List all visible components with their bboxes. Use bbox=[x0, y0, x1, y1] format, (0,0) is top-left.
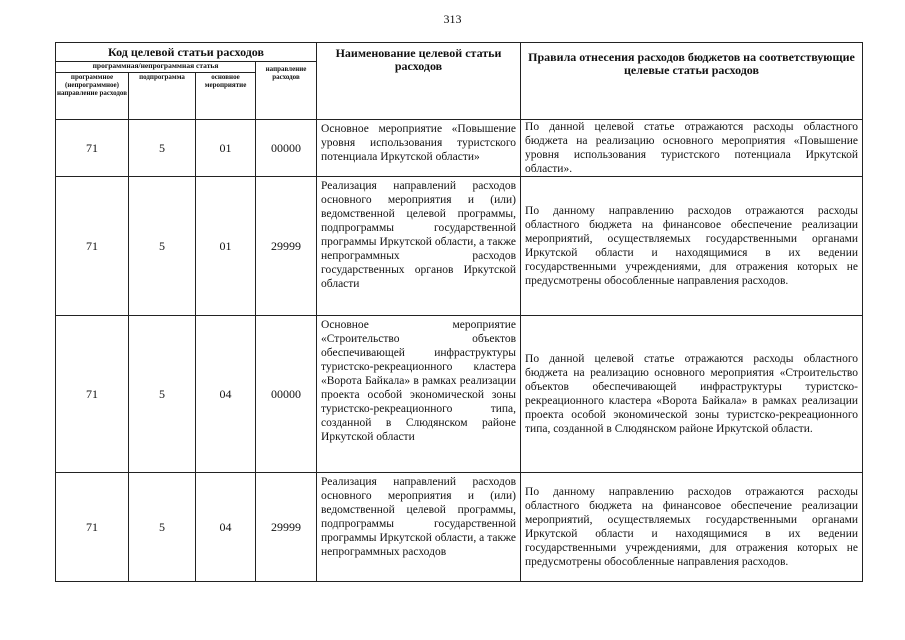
article-rule-cell: По данному направлению расходов отражаются расходы областного бюджета на финансовое обеспечение реализации мероприятий, осуществляемых государственными органами Иркутской области и находящимися в их ведении государственными учреждениями, для отражения которых не предусмотрены обособленные направления расходов. bbox=[521, 473, 863, 582]
direction-header: направление расходов bbox=[256, 62, 317, 120]
page-number: 313 bbox=[443, 12, 462, 26]
activity-code-cell: 01 bbox=[196, 177, 256, 316]
activity-code-cell: 04 bbox=[196, 473, 256, 582]
direction-code-cell: 29999 bbox=[256, 177, 317, 316]
target-articles-table bbox=[55, 42, 863, 582]
article-name-cell: Реализация направлений расходов основного мероприятия и (или) ведомственной целевой программы, подпрограммы государственной программы Иркутской области, а также непрограммных расходов государственных органов Иркутской области bbox=[317, 177, 521, 316]
table-row bbox=[56, 316, 863, 473]
program-group-header: программная/непрограммная статья bbox=[56, 62, 256, 73]
header-row-1 bbox=[56, 43, 863, 62]
subprogram-code-cell: 5 bbox=[129, 473, 196, 582]
rules-header: Правила отнесения расходов бюджетов на соответствующие целевые статьи расходов bbox=[521, 43, 863, 120]
program-code-cell: 71 bbox=[56, 177, 129, 316]
activity-code-cell: 01 bbox=[196, 120, 256, 177]
direction-code-cell: 29999 bbox=[256, 473, 317, 582]
direction-code-cell: 00000 bbox=[256, 120, 317, 177]
article-rule-cell: По данной целевой статье отражаются расходы областного бюджета на реализацию основного мероприятия «Повышение уровня использования туристского потенциала Иркутской области». bbox=[521, 120, 863, 177]
activity-code-cell: 04 bbox=[196, 316, 256, 473]
table-row bbox=[56, 177, 863, 316]
subprogram-code-cell: 5 bbox=[129, 177, 196, 316]
article-name-cell: Основное мероприятие «Повышение уровня использования туристского потенциала Иркутской области» bbox=[317, 120, 521, 177]
article-name-cell: Основное мероприятие «Строительство объектов обеспечивающей инфраструктуры туристско-рекреационного кластера «Ворота Байкала» в рамках реализации проекта особой экономической зоны туристско-рекреационного типа, созданной в Слюдянском районе Иркутской области bbox=[317, 316, 521, 473]
article-name-cell: Реализация направлений расходов основного мероприятия и (или) ведомственной целевой программы, подпрограммы государственной программы Иркутской области, а также непрограммных расходов bbox=[317, 473, 521, 582]
subprogram-code-cell: 5 bbox=[129, 120, 196, 177]
program-code-cell: 71 bbox=[56, 316, 129, 473]
program-code-cell: 71 bbox=[56, 473, 129, 582]
table-row bbox=[56, 473, 863, 582]
main-activity-header: основное мероприятие bbox=[196, 73, 256, 120]
name-header: Наименование целевой статьи расходов bbox=[317, 43, 521, 120]
article-rule-cell: По данной целевой статье отражаются расходы областного бюджета на реализацию основного мероприятия «Строительство объектов обеспечивающей инфраструктуры туристско-рекреационного кластера «Ворота Байкала» в рамках реализации проекта особой экономической зоны туристско-рекреационного типа, созданной в Слюдянском районе Иркутской области. bbox=[521, 316, 863, 473]
program-code-cell: 71 bbox=[56, 120, 129, 177]
code-header: Код целевой статьи расходов bbox=[56, 43, 317, 62]
program-direction-header: программное (непрограммное) направление расходов bbox=[56, 73, 129, 120]
subprogram-header: подпрограмма bbox=[129, 73, 196, 120]
direction-code-cell: 00000 bbox=[256, 316, 317, 473]
table-row bbox=[56, 120, 863, 177]
subprogram-code-cell: 5 bbox=[129, 316, 196, 473]
article-rule-cell: По данному направлению расходов отражаются расходы областного бюджета на финансовое обеспечение реализации мероприятий, осуществляемых государственными органами Иркутской области и находящимися в их ведении государственными учреждениями, для отражения которых не предусмотрены обособленные направления расходов. bbox=[521, 177, 863, 316]
